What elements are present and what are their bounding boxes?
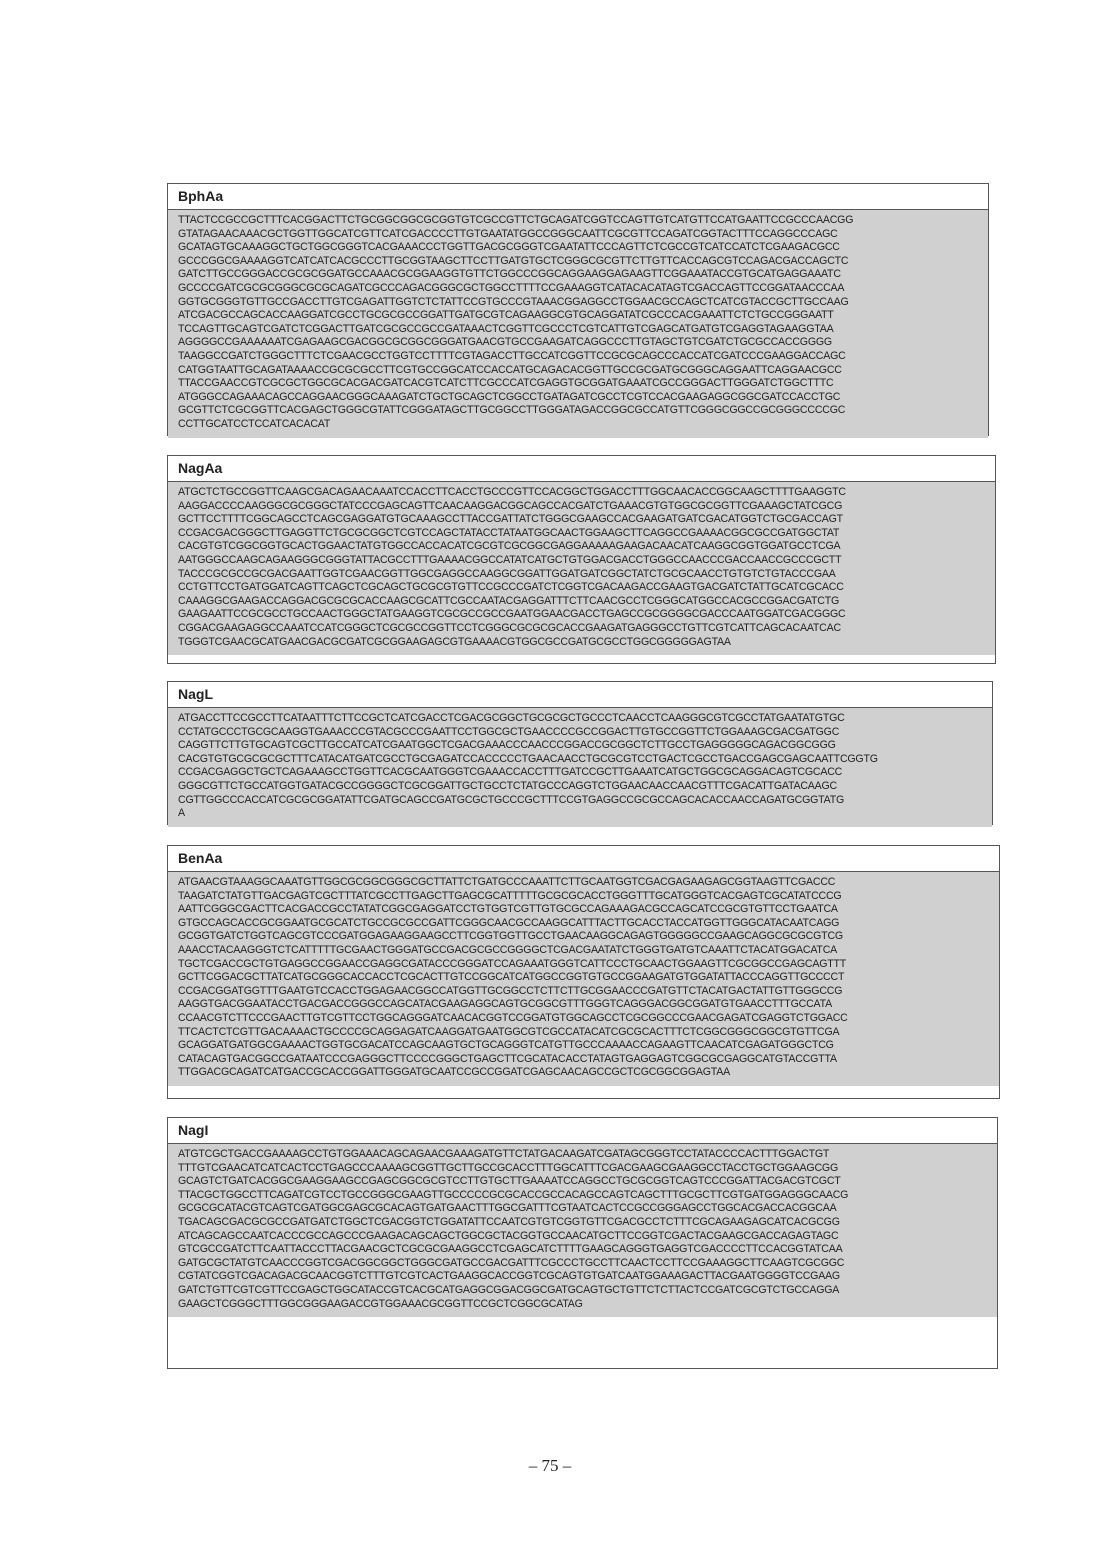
- gene-block-benaa: [167, 845, 1000, 1099]
- sequence-line: TCCAGTTGCAGTCGATCTCGGACTTGATCGCGCCGCCGATAAACTCGGTTCGCCCTCGTCATTGTCGAGCATGATGTCGAGGTAGAAGGTAA: [178, 322, 834, 335]
- sequence-line: TTACCGAACCGTCGCGCTGGCGCACGACGATCACGTCATCTTCGCCCATCGAGGTGCGGATGAAATCGCCGGGACTTGGGATCTGGCTTTC: [178, 377, 834, 390]
- page-number: – 75 –: [528, 1456, 572, 1475]
- sequence-line: GCTTCGGACGCTTATCATGCGGGCACCACCTCGCACTTGTCCGGCATCATGGCCGGTGTGCCGGAAGATGTGGATATTACCCAGGTTGCCCCT: [178, 971, 845, 984]
- sequence-line: ATCAGCAGCCAATCACCCGCCAGCCCGAAGACAGCAGCTGGCGCTACGGTGCCAACATGCTTCCGGTCGACTACGAAGCGACCAGAGTAGC: [178, 1229, 839, 1242]
- sequence-line: GCCCGGCGAAAAGGTCATCATCACGCCCTTGCGGTAAGCTTCCTTGATGTGCTCGGGCGCGTTCTTGTTCACCAGCGTCCAGACGACCAGCTC: [178, 254, 849, 267]
- sequence-text: [168, 210, 988, 438]
- sequence-line: GTCGCCGATCTTCAATTACCCTTACGAACGCTCGCGCGAAGGCCTCGAGCATCTTTTGAAGCAGGGTGAGGTCGACCCCTTCCACGGTATCAA: [178, 1243, 843, 1256]
- sequence-line: CCTATGCCCTGCGCAAGGTGAAACCCGTACGCCCGAATTCCTGGCGCTGAACCCCGCCGGACTTGTGCCGGTTCTGGAAAGCGACGATGGC: [178, 725, 840, 738]
- sequence-line: CGGACGAAGAGGCCAAATCCATCGGGCTCGCGCCGGTTCCTCGGGCGCGCGCACCGAAGATGAGGGCCTGTTCGTCATTCAGCACAATCAC: [178, 621, 841, 634]
- gene-title: NagL: [168, 682, 992, 708]
- gene-block-bphaa: [167, 183, 989, 436]
- sequence-line: ATGGGCCAGAAACAGCCAGGAACGGGCAAAGATCTGCTGCAGCTCGGCCTGATAGATCGCCTCGTCCACGAAGAGGCGGCGATCCACCTGC: [178, 390, 841, 403]
- sequence-line: CCGACGACGGGCTTGAGGTTCTGCGCGGCTCGTCCAGCTATACCTATAATGGCAACTGGAAGCTTCAGGCCGAAAACGGCGCCGATGGCTAT: [178, 526, 840, 539]
- sequence-line: A: [178, 807, 185, 820]
- sequence-line: CACGTGTCGGCGGTGCACTGGAACTATGTGGCCACCACATCGCGTCGCGGCGAGGAAAAAGAAGACAACATCAAGGCGGTGGATGCCTCGA: [178, 540, 841, 553]
- sequence-line: AATTCGGGCGACTTCACGACCGCCTATATCGGCGAGGATCCTGTGGTCGTTGTGCGCCAGAAAGACGCCAGCATCCGCGTGTTCCTGAATCA: [178, 903, 838, 916]
- sequence-line: GCAGTCTGATCACGGCGAAGGAAGCCGAGCGGCGCGTCCTTGTGCTTGAAAATCCAGGCCTGCGCGGTCAGTCCCGGATTACGACGTCGCT: [178, 1175, 841, 1188]
- sequence-line: TTGGACGCAGATCATGACCGCACCGGATTGGGATGCAATCCGCCGGATCGAGCAACAGCCGCTCGCGGCGGAGTAA: [178, 1066, 730, 1079]
- sequence-line: GTGCCAGCACCGCGGAATGCGCATCTGCCGCGCCGATTCGGGCAACGCCAAGGCATTTACTTGCACCTACCATGGTTGGGCATACAATCAGG: [178, 916, 840, 929]
- sequence-line: GCAGGATGATGGCGAAAACTGGTGCGACATCCAGCAAGTGCTGCAGGGTCATGTTGCCCAAAACCAGAAGTTCAACATCGAGATGGGCTCG: [178, 1039, 834, 1052]
- sequence-line: CGTATCGGTCGACAGACGCAACGGTCTTTGTCGTCACTGAAGGCACCGGTCGCAGTGTGATCAATGGAAAGACTTACGAATGGGGTCCGAAG: [178, 1270, 840, 1283]
- sequence-line: ATGAACGTAAAGGCAAATGTTGGCGCGGCGGGCGCTTATTCTGATGCCCAAATTCTTGCAATGGTCGACGAGAAGAGCGGTAAGTTCGACCC: [178, 876, 836, 888]
- sequence-line: GAAGCTCGGGCTTTGGCGGGAAGACCGTGGAAACGCGGTTCCGCTCGGCGCATAG: [178, 1297, 583, 1310]
- sequence-line: CCGACGGATGGTTTGAATGTCCACCTGGAGAACGGCCATGGTTGCGGCCTCTTCTTGCGGAACCCGATGTTCTACATGACTATTGTTGGGCCG: [178, 984, 843, 997]
- sequence-line: GCTTCCTTTTCGGCAGCCTCAGCGAGGATGTGCAAAGCCTTACCGATTATCTGGGCGAAGCCACGAAGATGATCGACATGGTCTGCGACCAGT: [178, 513, 843, 526]
- sequence-line: CCTGTTCCTGATGGATCAGTTCAGCTCGCAGCTGCGCGTGTTCCGCCCGATCTCGGTCGACAAGACCGAAGTGACGATCTATTGCATCGCACC: [178, 581, 844, 594]
- sequence-line: CATGGTAATTGCAGATAAAACCGCGCGCCTTCGTGCCGGCATCCACCATGCAGACACGGTTGCCGCGATGCGGGCAGGAATTCAGGAACGCC: [178, 363, 842, 376]
- sequence-line: TGGGTCGAACGCATGAACGACGCGATCGCGGAAGAGCGTGAAAACGTGGCGCCGATGCGCCTGGCGGGGGAGTAA: [178, 635, 731, 648]
- sequence-line: AGGGGCCGAAAAAATCGAGAAGCGACGGCGCGGCGGGATGAACGTGCCGAAGATCAGGCCCTTGTAGCTGTCGATCTGCGCCACCGGGG: [178, 336, 832, 349]
- gene-block-nagaa: [167, 455, 996, 664]
- sequence-text: [168, 482, 995, 655]
- gene-title: BphAa: [168, 184, 988, 210]
- sequence-line: GGGCGTTCTGCCATGGTGATACGCCGGGGCTCGCGGATTGCTGCCTCTATGCCCAGGTCTGGAACAACCAACGTTTCGACATTGATACAAGC: [178, 779, 837, 792]
- sequence-line: TAAGGCCGATCTGGGCTTTCTCGAACGCCTGGTCCTTTTCGTAGACCTTGCCATCGGTTCCGCGCAGCCCACCATCGATCCCGAAGGACCAGC: [178, 349, 846, 362]
- sequence-line: ATCGACGCCAGCACCAAGGATCGCCTGCGCGCCGGATTGATGCGTCAGAAGGCGTGCAGGATATCGCCCACGAAATTCTCTGCCGGGAATT: [178, 309, 834, 322]
- sequence-line: AATGGGCCAAGCAGAAGGGCGGGTATTACGCCTTTGAAAACGGCCATATCATGCTGTGGACGACCTGGGCCAACCCGACCAACCGCCCGCTT: [178, 553, 842, 566]
- sequence-line: GCCCCGATCGCGCGGGCGCGCAGATCGCCCAGACGGGCGCTGGCCTTTTCCGAAAGGTCATACACATAGTCGACCAGTTCCGGATAACCCAA: [178, 281, 845, 294]
- sequence-line: GCGGTGATCTGGTCAGCGTCCCGATGGAGAAGGAAGCCTTCGGTGGTTGCCTGAACAAGGCAGAGTGGGGGCCGAAGCAGGCGCGCGTCG: [178, 930, 843, 943]
- sequence-line: ATGACCTTCCGCCTTCATAATTTCTTCCGCTCATCGACCTCGACGCGGCTGCGCGCTGCCCTCAACCTCAAGGGCGTCGCCTATGAATATGTGC: [178, 712, 845, 724]
- gene-title: BenAa: [168, 846, 999, 872]
- sequence-text: [168, 872, 999, 1086]
- sequence-line: GCGTTCTCGCGGTTCACGAGCTGGGCGTATTCGGGATAGCTTGCGGCCTTGGGATAGACCGGCGCCATGTTCGGGCGGCCGCGGGCCCCGC: [178, 404, 846, 417]
- sequence-line: CCAACGTCTTCCCGAACTTGTCGTTCCTGGCAGGGATCAACACGGTCCGGATGTGGCAGCCTCGCGGCCCGAACGAGATCGAGGTCTGGACC: [178, 1011, 848, 1024]
- sequence-line: CACGTGTGCGCGCGCTTTCATACATGATCGCCTGCGAGATCCACCCCCTGAACAACCTGCGCGTCCTGACTCGCCTGACCGAGCGAGCAATTCGGTG: [178, 752, 878, 765]
- sequence-line: AAACCTACAAGGGTCTCATTTTTGCGAACTGGGATGCCGACGCGCCGGGGCTCGACGAATATCTGGGTGATGTCAAATTCTACATGGACATCA: [178, 943, 838, 956]
- sequence-line: TTACTCCGCCGCTTTCACGGACTTCTGCGGCGGCGCGGTGTCGCCGTTCTGCAGATCGGTCCAGTTGTCATGTTCCATGAATTCCGCCCAACGG: [178, 214, 854, 226]
- sequence-line: GTATAGAACAAACGCTGGTTGGCATCGTTCATCGACCCCTTGTGAATATGGCCGGGCAATTCGCGTTCCAGATCGGTACTTTCCAGGCCCAGC: [178, 227, 838, 240]
- sequence-line: TGCTCGACCGCTGTGAGGCCGGAACCGAGGCGATACCCGGGATCCAGAAATGGGTCATTCCCTGCAACTGGAAGTTCGCGGCCGAGCAGTTT: [178, 957, 847, 970]
- sequence-text: [168, 708, 992, 827]
- sequence-line: TTACGCTGGCCTTCAGATCGTCCTGCCGGGCGAAGTTGCCCCCGCGCACCGCCACAGCCAGTCAGCTTTGCGCTTCGTGATGGAGGGCAACG: [178, 1188, 849, 1201]
- sequence-line: CCTTGCATCCTCCATCACACAT: [178, 417, 331, 430]
- sequence-line: TTCACTCTCGTTGACAAAACTGCCCCGCAGGAGATCAAGGATGAATGGCGTCGCCATACATCGCGCACTTTCTCGGCGGGCGGCGTGTTCGA: [178, 1025, 840, 1038]
- sequence-line: GATGCGCTATGTCAACCCGGTCGACGGCGGCTGGGCGATGCCGACGATTTCGCCCTGCCTTCAACTCCTTCCGAAAGGCTTCAAGTCGCGGC: [178, 1256, 845, 1269]
- sequence-line: GATCTTGCCGGGACCGCGCGGATGCCAAACGCGGAAGGTGTTCTGGCCCGGCAGGAAGGAGAAGTTCGGAAATACCGTGCATGAGGAAATC: [178, 268, 841, 281]
- sequence-line: TAAGATCTATGTTGACGAGTCGCTTTATCGCCTTGAGCTTGAGCGCATTTTTGCGCGCACCTGGGTTTGCATGGGTCACGAGTCGCATATCCCG: [178, 889, 842, 902]
- sequence-line: GCATAGTGCAAAGGCTGCTGGCGGGTCACGAAACCCTGGTTGACGCGGGTCGAATATTCCCAGTTCTCGCCGTCATCCATCTCGAAGACGCC: [178, 241, 840, 254]
- sequence-line: AAGGTGACGGAATACCTGACGACCGGGCCAGCATACGAAGAGGCAGTGCGGCGTTTGGGTCAGGGACGGCGGATGTGAACCTTTGCCATA: [178, 998, 832, 1011]
- sequence-line: CAGGTTCTTGTGCAGTCGCTTGCCATCATCGAATGGCTCGACGAAACCCAACCCGGACCGCGGCTCTTGCCTGAGGGGGCAGACGGCGGG: [178, 739, 836, 752]
- sequence-line: AAGGACCCCAAGGGCGCGGGCTATCCCGAGCAGTTCAACAAGGACGGCAGCCACGATCTGAAACGTGTGGCGCGGTTCGAAAGCTATCGCG: [178, 499, 843, 512]
- sequence-line: GCGCGCATACGTCAGTCGATGGCGAGCGCACAGTGATGAACTTTGGCGATTTCGTAATCACTCCGCCGGGAGCCTGGCACGACCACGGCAA: [178, 1202, 837, 1215]
- sequence-line: CAAAGGCGAAGACCAGGACGCGCGCACCAAGCGCATTCGCCAATACGAGGATTTCTTCAACGCCTCGGGCATGGCCACGCCGGACGATCTG: [178, 594, 840, 607]
- sequence-line: GAAGAATTCCGCGCCTGCCAACTGGGCTATGAAGGTCGCGCCGCCGAATGGAACGACCTGAGCCGCGGGGCGACCCAATGGATCGACGGGC: [178, 608, 846, 621]
- gene-title: NagI: [168, 1118, 997, 1144]
- sequence-line: TTTGTCGAACATCATCACTCCTGAGCCCAAAAGCGGTTGCTTGCCGCACCTTTGGCATTTCGACGAAGCGAAGGCCTACCTGCTGGAAGCGG: [178, 1161, 838, 1174]
- sequence-line: TACCCGCGCCGCGACGAATTGGTCGAACGGTTGGCGAGGCCAAGGCGGATTGGATGATCGGCTATCTGCGCAACCTGTGTCTGTACCCGAA: [178, 567, 836, 580]
- gene-title: NagAa: [168, 456, 995, 482]
- sequence-line: GGTGCGGGTGTTGCCGACCTTGTCGAGATTGGTCTCTATTCCGTGCCCGTAAACGGAGGCCTGGAACGCCAGCTCATCGTACCGCTTGCCAAG: [178, 295, 849, 308]
- sequence-line: ATGTCGCTGACCGAAAAGCCTGTGGAAACAGCAGAACGAAAGATGTTCTATGACAAGATCGATAGCGGGTCCTATACCCCACTTTGGACTGT: [178, 1148, 830, 1160]
- sequence-line: TGACAGCGACGCGCCGATGATCTGGCTCGACGGTCTGGATATTCCAATCGTGTCGGTGTTCGACGCCTCTTTCGCAGAAGAGCATCACGCGG: [178, 1215, 840, 1228]
- gene-block-nagi: [167, 1117, 998, 1369]
- sequence-text: [168, 1144, 997, 1317]
- sequence-line: CCGACGAGGCTGCTCAGAAAGCCTGGTTCACGCAATGGGTCGAAACCACCTTTGATCCGCTTGAAATCATGCTGGCGCAGGACAGTCGCACC: [178, 766, 843, 779]
- sequence-line: CGTTGGCCCACCATCGCGCGGATATTCGATGCAGCCGATGCGCTGCCCGCTTTCCGTGAGGCCGCGCCAGCACACCAACCAGATGCGGTATG: [178, 793, 845, 806]
- gene-block-nagl: [167, 681, 993, 825]
- sequence-line: ATGCTCTGCCGGTTCAAGCGACAGAACAAATCCACCTTCACCTGCCCGTTCCACGGCTGGACCTTTGGCAACACCGGCAAGCTTTTGAAGGTC: [178, 486, 846, 498]
- sequence-line: GATCTGTTCGTCGTTCCGAGCTGGCATACCGTCACGCATGAGGCGGACGGCGATGCAGTGCTGTTCTCTTACTCCGATCGCGTCTGCCAGGA: [178, 1283, 840, 1296]
- sequence-line: CATACAGTGACGGCCGATAATCCCGAGGGCTTCCCCGGGCTGAGCTTCGCATACACCTATAGTGAGGAGTCGGCGCGAGGCATGTACCGTTA: [178, 1052, 837, 1065]
